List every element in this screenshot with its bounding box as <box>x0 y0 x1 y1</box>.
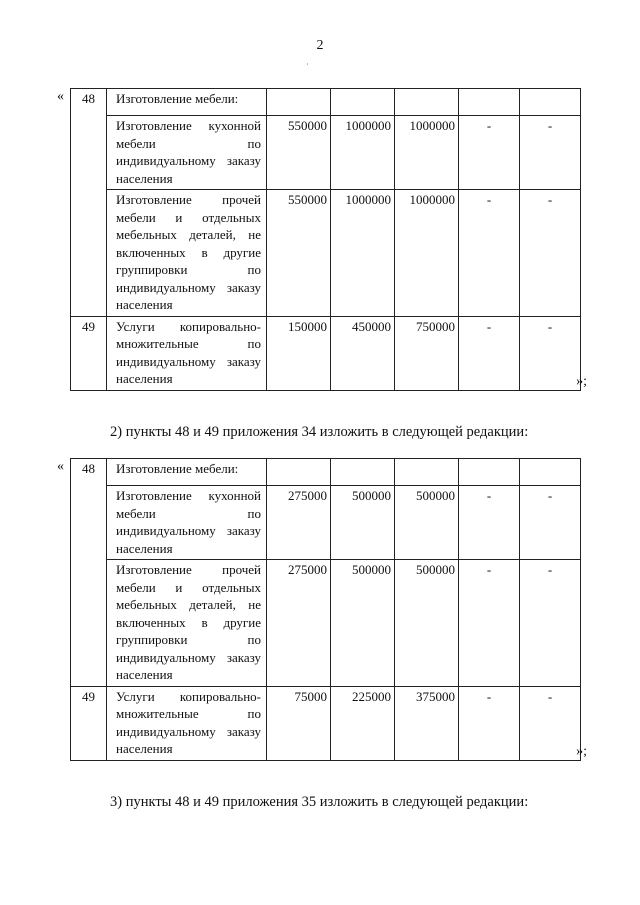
value: 275000 <box>288 488 327 503</box>
value-cell <box>267 89 331 116</box>
value-cell <box>395 89 459 116</box>
value-cell <box>267 316 331 390</box>
row-number: 49 <box>71 316 107 390</box>
value-cell <box>331 190 395 317</box>
table-block-2 <box>57 458 587 761</box>
paragraph-2: 2) пункты 48 и 49 приложения 34 изложить в следующей редакции: <box>110 424 529 440</box>
value: 1000000 <box>345 192 391 207</box>
row-name-cell <box>107 560 267 687</box>
value-cell <box>395 486 459 560</box>
value: - <box>486 118 492 133</box>
value-cell <box>267 190 331 317</box>
value: 1000000 <box>409 192 455 207</box>
value: 500000 <box>352 562 391 577</box>
value-cell <box>267 459 331 486</box>
value-cell <box>267 116 331 190</box>
value-cell <box>520 560 581 687</box>
paragraph-3: 3) пункты 48 и 49 приложения 35 изложить в следующей редакции: <box>110 794 529 810</box>
value: 225000 <box>352 688 391 704</box>
value-cell <box>395 686 459 760</box>
value-cell <box>459 560 520 687</box>
value-cell <box>459 459 520 486</box>
value-cell <box>459 316 520 390</box>
value: - <box>486 562 492 577</box>
value: - <box>486 192 492 207</box>
value: - <box>486 688 492 704</box>
value: - <box>486 318 492 334</box>
value: - <box>547 488 553 503</box>
row-name: Изготовление прочей мебели и отдельных мебельных деталей, не включенных в другие группировки по индивидуальному заказу населения <box>116 192 261 312</box>
value-cell <box>520 89 581 116</box>
value: - <box>547 562 553 577</box>
row-name: Изготовление кухонной мебели по индивидуальному заказу населения <box>116 488 261 556</box>
value-cell <box>331 459 395 486</box>
table-row <box>71 89 581 116</box>
row-name: Услуги копировально-множительные по индивидуальному заказу населения <box>116 318 261 386</box>
value: 275000 <box>288 562 327 577</box>
value-cell <box>520 486 581 560</box>
value: - <box>547 192 553 207</box>
fee-table-2 <box>70 458 581 761</box>
value: 750000 <box>416 318 455 334</box>
value: 500000 <box>352 488 391 503</box>
value-cell <box>267 686 331 760</box>
value-cell <box>395 190 459 317</box>
value: 1000000 <box>345 118 391 133</box>
row-name-cell <box>107 316 267 390</box>
row-name: Изготовление мебели: <box>116 461 239 476</box>
value: - <box>547 318 553 334</box>
page-number: 2 <box>316 38 324 53</box>
value-cell <box>520 116 581 190</box>
value-cell <box>459 116 520 190</box>
table-row <box>71 316 581 390</box>
value: 375000 <box>416 688 455 704</box>
value-cell <box>459 89 520 116</box>
value-cell <box>459 686 520 760</box>
value-cell <box>395 459 459 486</box>
row-name-cell <box>107 89 267 116</box>
value-cell <box>459 486 520 560</box>
value-cell <box>459 190 520 317</box>
value-cell <box>520 190 581 317</box>
value-cell <box>331 116 395 190</box>
row-name: Изготовление мебели: <box>116 91 239 106</box>
value-cell <box>331 560 395 687</box>
value: 550000 <box>288 192 327 207</box>
value-cell <box>331 486 395 560</box>
value-cell <box>520 459 581 486</box>
value-cell <box>267 486 331 560</box>
table-row <box>71 686 581 760</box>
open-quote: « <box>57 89 64 104</box>
table-row <box>71 560 581 687</box>
row-number: 48 <box>71 459 107 687</box>
table-row <box>71 486 581 560</box>
value: - <box>547 688 553 704</box>
value-cell <box>267 560 331 687</box>
close-quote: »; <box>576 373 587 389</box>
value: - <box>486 488 492 503</box>
row-number: 48 <box>71 89 107 317</box>
table-row <box>71 116 581 190</box>
fee-table-1 <box>70 88 581 391</box>
value: 75000 <box>294 688 327 704</box>
value: 500000 <box>416 488 455 503</box>
value-cell <box>395 116 459 190</box>
value-cell <box>520 686 581 760</box>
row-name-cell <box>107 486 267 560</box>
value-cell <box>395 316 459 390</box>
value-cell <box>331 89 395 116</box>
close-quote: »; <box>576 743 587 759</box>
row-number: 49 <box>71 686 107 760</box>
stray-mark: · <box>306 60 309 69</box>
value: 150000 <box>288 318 327 334</box>
value-cell <box>395 560 459 687</box>
row-name-cell <box>107 459 267 486</box>
table-row <box>71 190 581 317</box>
row-name-cell <box>107 116 267 190</box>
value-cell <box>331 686 395 760</box>
row-name: Изготовление кухонной мебели по индивидуальному заказу населения <box>116 118 261 186</box>
value: 500000 <box>416 562 455 577</box>
row-name: Услуги копировально-множительные по индивидуальному заказу населения <box>116 688 261 756</box>
row-name-cell <box>107 686 267 760</box>
value: 1000000 <box>409 118 455 133</box>
value: 450000 <box>352 318 391 334</box>
value-cell <box>520 316 581 390</box>
table-block-1 <box>57 88 587 391</box>
value-cell <box>331 316 395 390</box>
value: 550000 <box>288 118 327 133</box>
open-quote: « <box>57 459 64 474</box>
value: - <box>547 118 553 133</box>
row-name: Изготовление прочей мебели и отдельных мебельных деталей, не включенных в другие группировки по индивидуальному заказу населения <box>116 562 261 682</box>
table-row <box>71 459 581 486</box>
row-name-cell <box>107 190 267 317</box>
